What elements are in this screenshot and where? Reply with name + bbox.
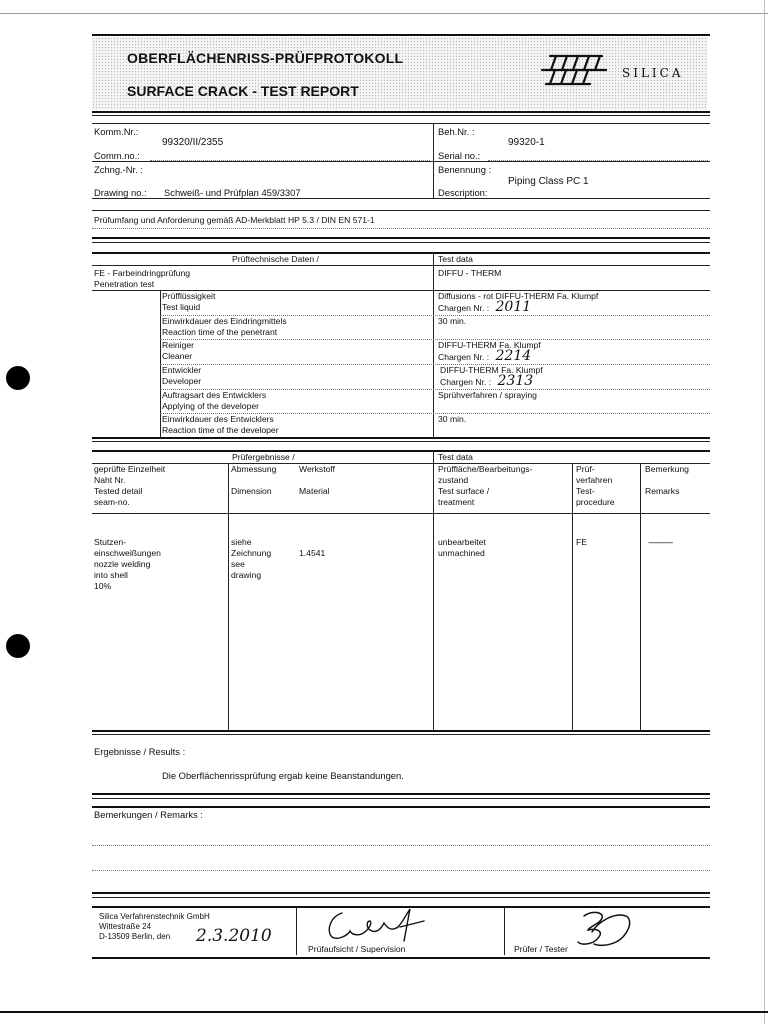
charge-number-handwritten: 2214	[495, 348, 532, 364]
drawing-value: Schweiß- und Prüfplan 459/3307	[164, 187, 301, 198]
col-header-detail: geprüfte Einzelheit Naht Nr. Tested detail seam-no.	[94, 464, 166, 507]
company-street: Wittestraße 24	[99, 922, 152, 931]
results-text: Die Oberflächenrissprüfung ergab keine Beanstandungen.	[162, 770, 404, 781]
param-label-de: Entwickler	[162, 365, 202, 375]
report-title-en: SURFACE CRACK - TEST REPORT	[127, 83, 359, 99]
param-label-de: Einwirkdauer des Eindringmittels	[162, 316, 287, 326]
charge-number-handwritten: 2011	[495, 299, 532, 315]
company-name: Silica Verfahrenstechnik GmbH	[99, 912, 210, 921]
param-row	[162, 291, 215, 313]
test-params-header-right: Test data	[438, 254, 473, 264]
method-en: Penetration test	[94, 279, 155, 289]
param-label-en: Reaction time of the developer	[162, 425, 279, 435]
tester-signature	[568, 908, 638, 953]
param-row	[162, 414, 279, 436]
param-value-1: Sprühverfahren / spraying	[438, 390, 537, 400]
param-value	[440, 365, 543, 388]
param-label-de: Einwirkdauer des Entwicklers	[162, 414, 274, 424]
header-band	[92, 37, 708, 110]
param-label-en: Developer	[162, 376, 202, 386]
table-cell-remarks: -------------	[648, 537, 673, 547]
col-header-dimension: Abmessung Dimension	[231, 464, 277, 496]
silica-logo-icon	[540, 46, 610, 94]
table-cell-surface: unbearbeitet unmachined	[438, 537, 486, 558]
table-cell-material: 1.4541	[299, 548, 326, 558]
param-label-de: Prüfflüssigkeit	[162, 291, 216, 301]
company-city: D-13509 Berlin, den	[99, 932, 171, 941]
charge-number-handwritten: 2313	[497, 373, 534, 389]
param-label-de: Reiniger	[162, 340, 195, 350]
report-title-de: OBERFLÄCHENRISS-PRÜFPROTOKOLL	[127, 50, 404, 66]
param-value-1: DIFFU-THERM Fa. Klumpf	[438, 340, 541, 350]
param-row	[162, 365, 201, 387]
komm-value: 99320/II/2355	[162, 137, 224, 148]
description-label: Description:	[438, 187, 488, 198]
beh-value: 99320-1	[508, 137, 545, 148]
punch-hole-top	[6, 366, 30, 390]
param-value-1: 30 min.	[438, 414, 467, 424]
company-address	[99, 912, 210, 942]
table-cell-procedure: FE	[576, 537, 587, 547]
company-logo-text: SILICA	[622, 66, 684, 80]
date-handwritten: 2.3.2010	[196, 926, 272, 946]
col-header-material: Werkstoff Material	[299, 464, 335, 496]
param-label-de: Auftragsart des Entwicklers	[162, 390, 267, 400]
drawing-label: Drawing no.:	[94, 187, 147, 198]
charge-prefix: Chargen Nr. :	[438, 303, 490, 313]
param-value-1: 30 min.	[438, 316, 467, 326]
remarks-label: Bemerkungen / Remarks :	[94, 809, 203, 820]
comm-label: Comm.no.:	[94, 150, 140, 161]
col-header-surface: Prüffläche/Bearbeitungs- zustand Test surface / treatment	[438, 464, 533, 507]
supervisor-signature	[320, 905, 430, 945]
komm-label: Komm.Nr.:	[94, 126, 139, 137]
param-value	[438, 291, 598, 314]
test-scope: Prüfumfang und Anforderung gemäß AD-Merkblatt HP 5.3 / DIN EN 571-1	[94, 215, 375, 225]
charge-prefix: Chargen Nr. :	[438, 352, 490, 362]
results-header-left: Prüfergebnisse /	[232, 452, 295, 462]
col-header-remarks: Bemerkung Remarks	[645, 464, 689, 496]
results-header-right: Test data	[438, 452, 473, 462]
table-cell-dimension: siehe Zeichnung see drawing	[231, 537, 272, 580]
charge-prefix: Chargen Nr. :	[440, 377, 492, 387]
serial-label: Serial no.:	[438, 150, 481, 161]
param-row	[162, 340, 194, 362]
param-label-en: Cleaner	[162, 351, 193, 361]
method-de: FE - Farbeindringprüfung	[94, 268, 191, 278]
param-value-1: DIFFU-THERM Fa. Klumpf	[440, 365, 543, 375]
test-params-header-left: Prüftechnische Daten /	[232, 254, 319, 264]
supervision-label: Prüfaufsicht / Supervision	[308, 944, 406, 954]
results-label: Ergebnisse / Results :	[94, 746, 186, 757]
param-value	[438, 340, 541, 363]
param-label-en: Applying of the developer	[162, 401, 259, 411]
method-value: DIFFU - THERM	[438, 268, 502, 278]
param-row	[162, 316, 287, 338]
beh-label: Beh.Nr. :	[438, 126, 475, 137]
col-header-procedure: Prüf- verfahren Test- procedure	[576, 464, 615, 507]
param-label-en: Test liquid	[162, 302, 201, 312]
punch-hole-bottom	[6, 634, 30, 658]
benennung-label: Benennung :	[438, 164, 492, 175]
benennung-value: Piping Class PC 1	[508, 176, 589, 187]
param-row	[162, 390, 266, 412]
zchng-label: Zchng.-Nr. :	[94, 164, 143, 175]
tester-label: Prüfer / Tester	[514, 944, 568, 954]
param-label-en: Reaction time of the penetrant	[162, 327, 278, 337]
param-value-1: Diffusions - rot DIFFU-THERM Fa. Klumpf	[438, 291, 599, 301]
table-cell-detail: Stutzen- einschweißungen nozzle welding into shell 10%	[94, 537, 161, 591]
